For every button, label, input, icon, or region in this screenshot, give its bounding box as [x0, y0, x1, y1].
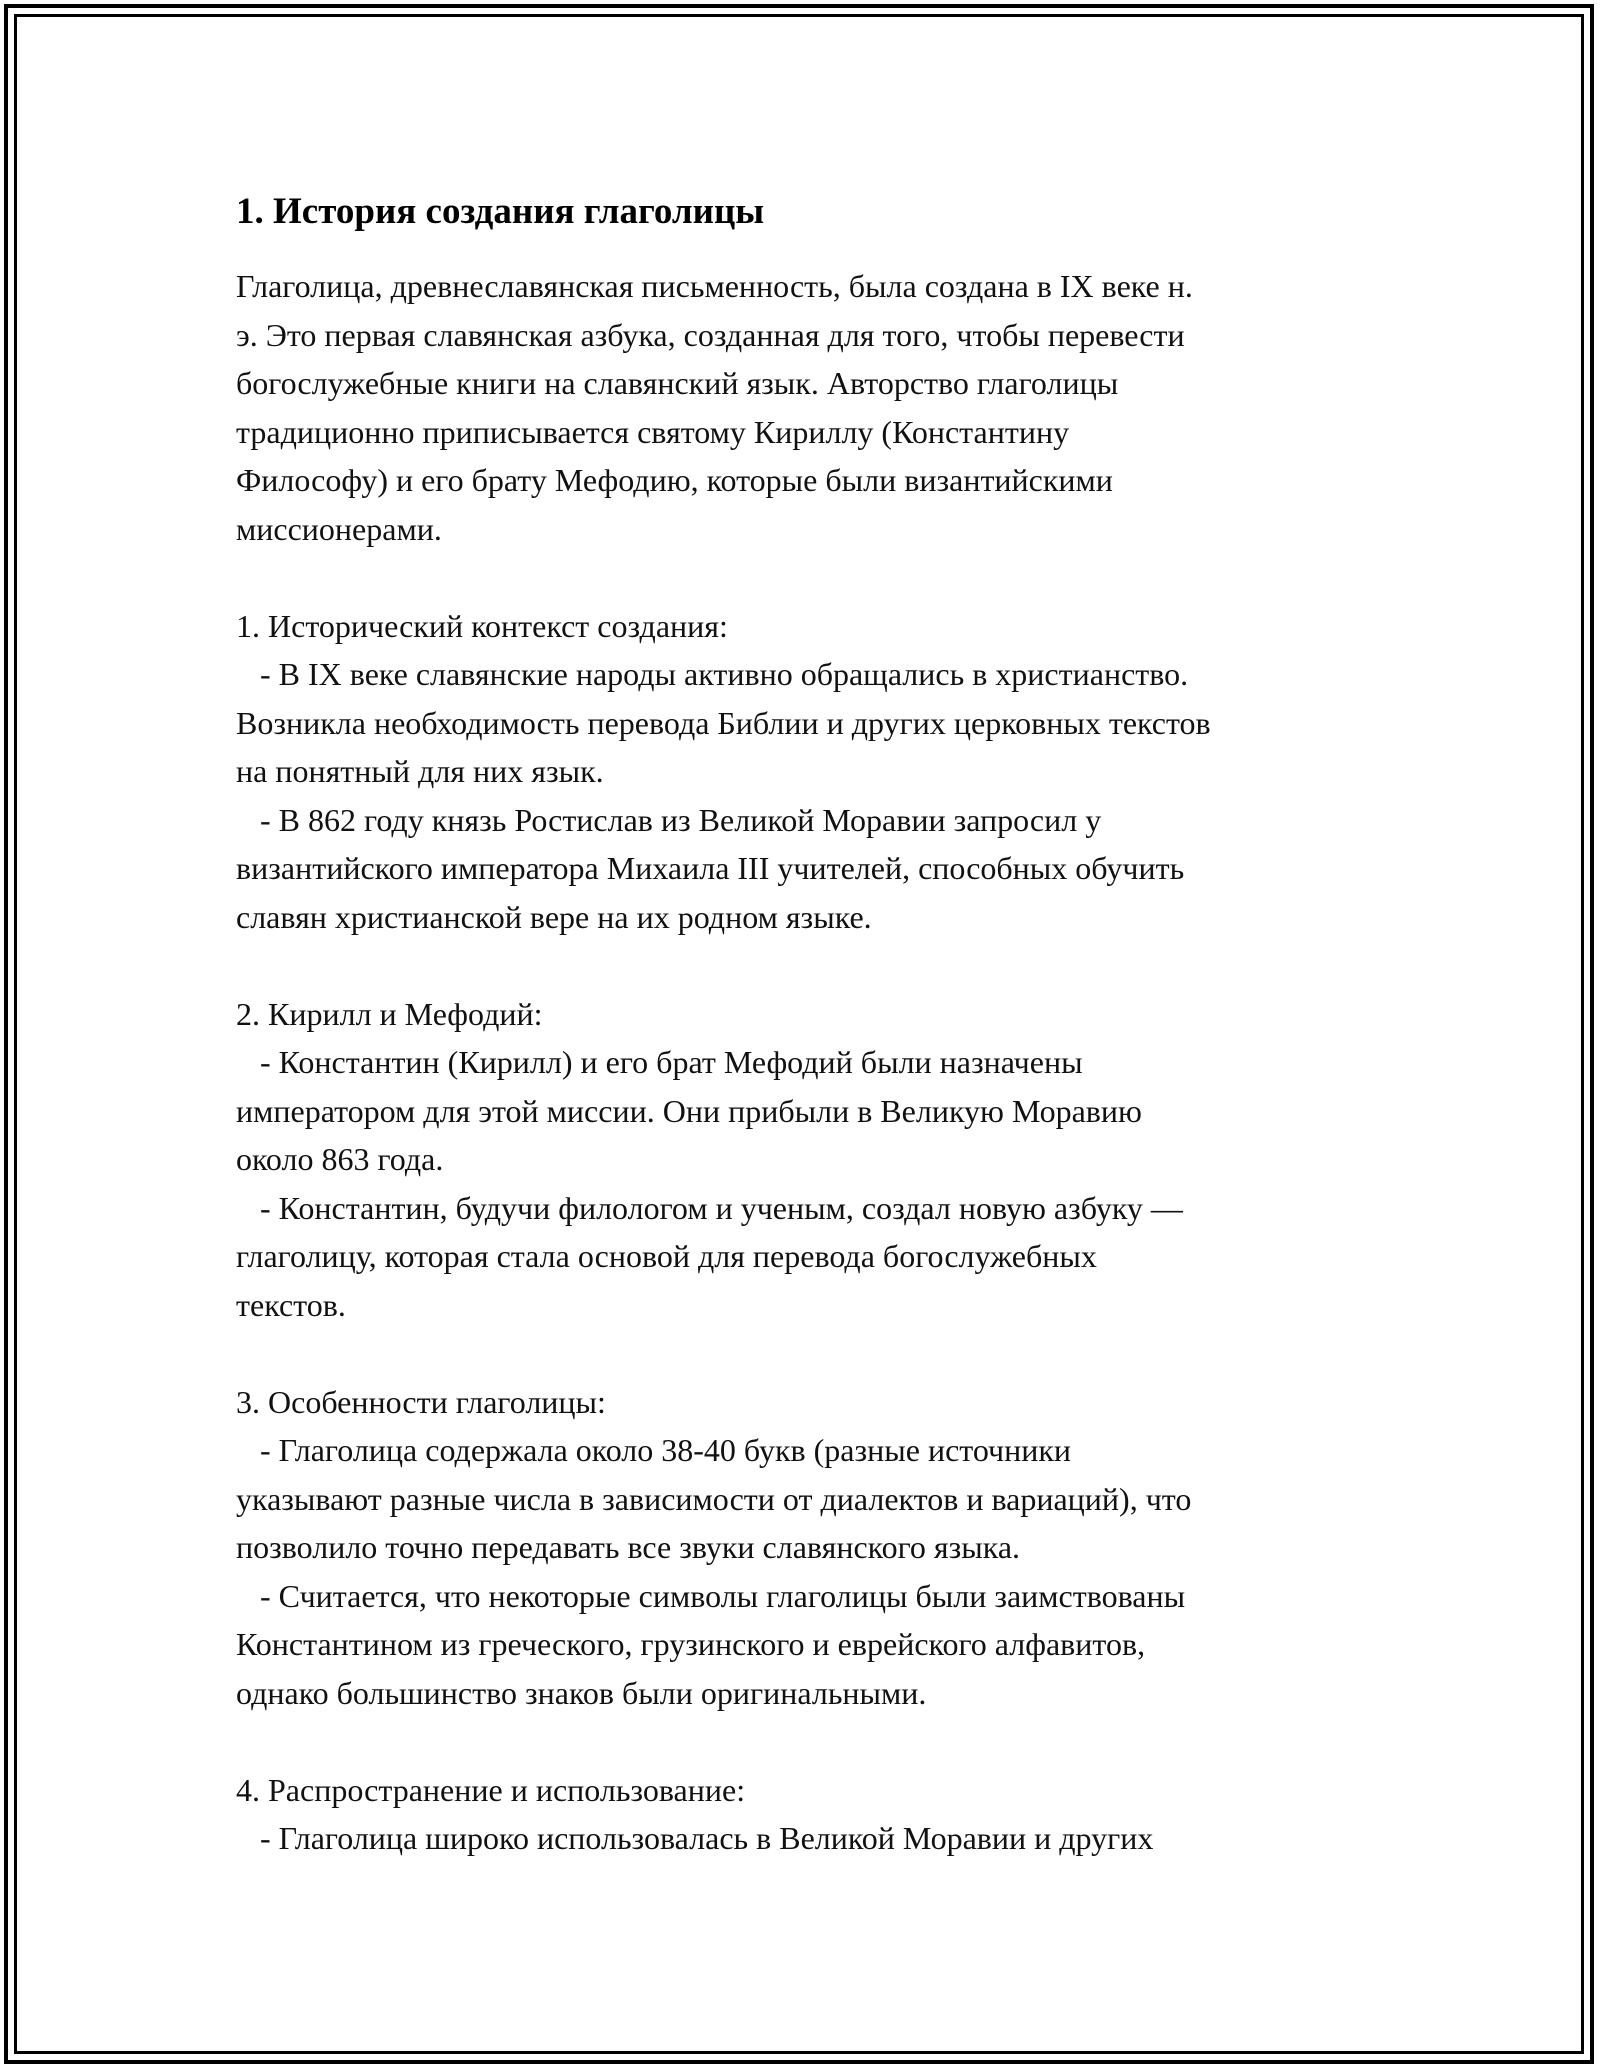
intro-paragraph: Глаголица, древнеславянская письменность, была создана в IX веке н. э. Это первая славянская азбука, созданная для того, чтобы перевести богослужебные книги на славянский язык. Авторство глаголицы традиционно приписывается святому Кириллу (Константину Философу) и его брату Мефодию, которые были византийскими миссионерами.	[236, 268, 1193, 547]
document-title: 1. История создания глаголицы	[236, 191, 765, 232]
section-historical-context	[236, 602, 1386, 942]
section-features	[236, 1378, 1386, 1718]
list-item: - Глаголица широко использовалась в Великой Моравии и других	[236, 1820, 1154, 1856]
list-item: - Глаголица содержала около 38-40 букв (разные источники указывают разные числа в зависимости от диалектов и вариаций), что позволило точно передавать все звуки славянского языка.	[236, 1432, 1192, 1565]
section-cyril-methodius	[236, 990, 1386, 1330]
section-heading: 1. Исторический контекст создания:	[236, 607, 728, 644]
list-item: - В 862 году князь Ростислав из Великой Моравии запросил у византийского императора Михаила III учителей, способных обучить славян христианской вере на их родном языке.	[236, 801, 1185, 935]
list-item: - Константин (Кирилл) и его брат Мефодий были назначены императором для этой миссии. Они прибыли в Великую Моравию около 863 года.	[236, 1044, 1142, 1177]
list-item: - Константин, будучи филологом и ученым, создал новую азбуку — глаголицу, которая стала основой для перевода богослужебных текстов.	[236, 1189, 1183, 1323]
section-heading: 3. Особенности глаголицы:	[236, 1383, 606, 1420]
list-item: - Считается, что некоторые символы глаголицы были заимствованы Константином из греческого, грузинского и еврейского алфавитов, однако большинство знаков были оригинальными.	[236, 1577, 1186, 1711]
list-item: - В IX веке славянские народы активно обращались в христианство. Возникла необходимость перевода Библии и других церковных текстов на понятный для них язык.	[236, 656, 1211, 789]
section-distribution	[236, 1766, 1386, 1863]
section-heading: 2. Кирилл и Мефодий:	[236, 995, 543, 1032]
section-heading: 4. Распространение и использование:	[236, 1771, 746, 1808]
document-body	[236, 182, 1386, 1863]
